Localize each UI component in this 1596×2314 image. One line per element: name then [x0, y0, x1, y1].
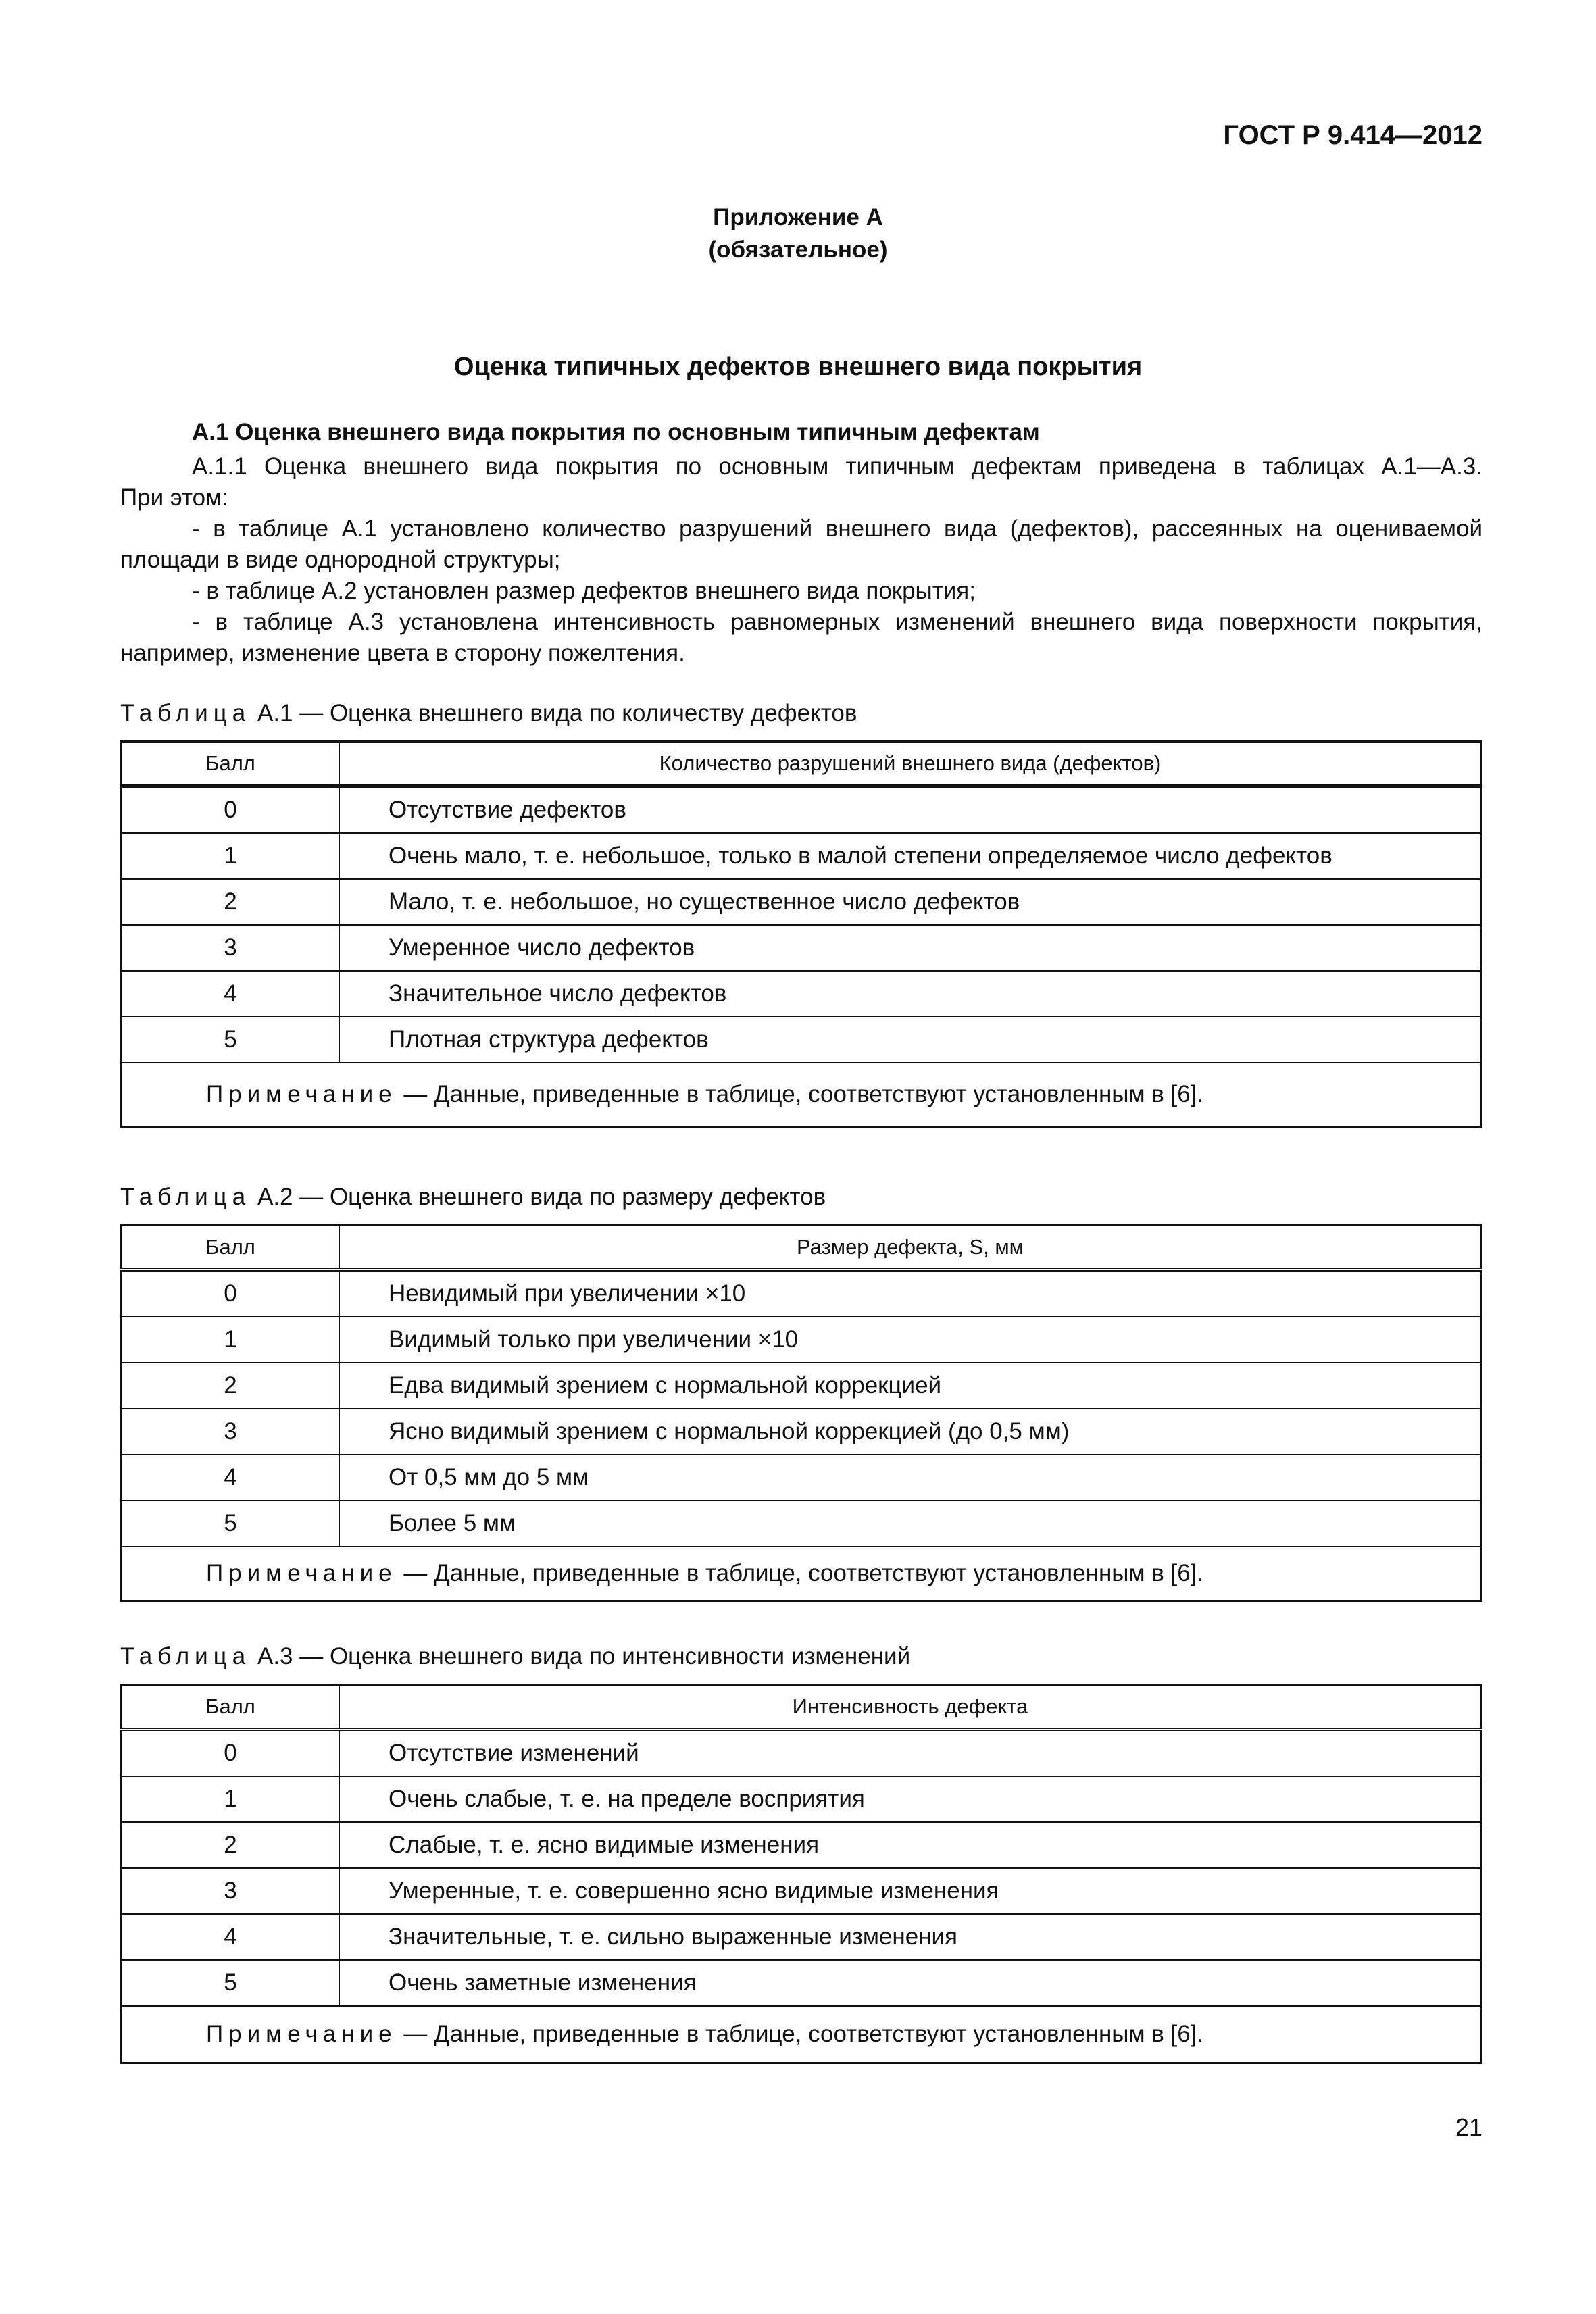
note-text: — Данные, приведенные в таблице, соответствуют установленным в [6].: [397, 1560, 1204, 1586]
score-cell: 5: [122, 1017, 340, 1063]
note-text: — Данные, приведенные в таблице, соответствуют установленным в [6].: [397, 2021, 1204, 2047]
bullet-line: - в таблице А.2 установлен размер дефектов внешнего вида покрытия;: [192, 578, 976, 604]
score-cell: 0: [122, 786, 340, 834]
table-row: [122, 1501, 1482, 1546]
caption-label: Таблица: [120, 1184, 251, 1210]
caption-label: Таблица: [120, 700, 251, 726]
table-note-row: [122, 2006, 1482, 2063]
page-number: 21: [1455, 2113, 1482, 2141]
score-cell: 5: [122, 1501, 340, 1546]
score-cell: 4: [122, 1914, 340, 1960]
col-header-description: Интенсивность дефекта: [339, 1685, 1482, 1730]
table-note-row: [122, 1063, 1482, 1127]
table-change-intensity: [120, 1684, 1482, 2064]
note-label: Примечание: [206, 1560, 397, 1586]
bullet-line: - в таблице А.1 установлено количество разрушений внешнего вида (дефектов), рассеянных на оцениваемой: [192, 515, 1482, 542]
table-row: [122, 879, 1482, 925]
score-cell: 2: [122, 1363, 340, 1409]
description-cell: Очень слабые, т. е. на пределе восприятия: [339, 1776, 1482, 1822]
description-cell: Умеренные, т. е. совершенно ясно видимые изменения: [339, 1868, 1482, 1914]
table-header: [122, 1685, 1482, 1730]
score-cell: 3: [122, 1409, 340, 1455]
score-cell: 1: [122, 1776, 340, 1822]
note-label: Примечание: [206, 1081, 397, 1107]
bullet-line: например, изменение цвета в сторону пожелтения.: [120, 640, 685, 666]
table-row: [122, 1270, 1482, 1317]
score-cell: 3: [122, 1868, 340, 1914]
description-cell: Слабые, т. е. ясно видимые изменения: [339, 1822, 1482, 1868]
table-row: [122, 1730, 1482, 1777]
table-note-row: [122, 1546, 1482, 1601]
score-cell: 1: [122, 1317, 340, 1363]
score-cell: 2: [122, 1822, 340, 1868]
table-row: [122, 1317, 1482, 1363]
appendix-heading: [0, 201, 1596, 266]
caption-text: А.1 — Оценка внешнего вида по количеству дефектов: [257, 700, 857, 726]
note-label: Примечание: [206, 2021, 397, 2047]
table-note: [122, 1063, 1482, 1127]
description-cell: От 0,5 мм до 5 мм: [339, 1455, 1482, 1501]
description-cell: Плотная структура дефектов: [339, 1017, 1482, 1063]
table-note: [122, 1546, 1482, 1601]
table-row: [122, 1914, 1482, 1960]
table-row: [122, 786, 1482, 834]
score-cell: 3: [122, 925, 340, 971]
table-defect-size: [120, 1224, 1482, 1602]
appendix-status: (обязательное): [708, 236, 888, 263]
table-defect-count: [120, 740, 1482, 1128]
table-header: [122, 742, 1482, 786]
score-cell: 0: [122, 1730, 340, 1777]
document-code: ГОСТ Р 9.414—2012: [1223, 120, 1482, 150]
note-text: — Данные, приведенные в таблице, соответствуют установленным в [6].: [397, 1081, 1204, 1107]
bullet-line: - в таблице А.3 установлена интенсивность равномерных изменений внешнего вида поверхности покрытия,: [192, 609, 1482, 635]
score-cell: 5: [122, 1960, 340, 2006]
description-cell: Очень заметные изменения: [339, 1960, 1482, 2006]
score-cell: 0: [122, 1270, 340, 1317]
description-cell: Невидимый при увеличении ×10: [339, 1270, 1482, 1317]
col-header-score: Балл: [122, 1226, 340, 1270]
description-cell: Очень мало, т. е. небольшое, только в малой степени определяемое число дефектов: [339, 833, 1482, 879]
score-cell: 2: [122, 879, 340, 925]
table-header: [122, 1226, 1482, 1270]
table-row: [122, 925, 1482, 971]
col-header-description: Количество разрушений внешнего вида (дефектов): [339, 742, 1482, 786]
table-caption: [120, 1184, 826, 1211]
table-row: [122, 1960, 1482, 2006]
table-row: [122, 1822, 1482, 1868]
table-caption: [120, 700, 857, 727]
score-cell: 4: [122, 971, 340, 1017]
table-row: [122, 1363, 1482, 1409]
col-header-score: Балл: [122, 1685, 340, 1730]
description-cell: Отсутствие дефектов: [339, 786, 1482, 834]
score-cell: 1: [122, 833, 340, 879]
table-row: [122, 1455, 1482, 1501]
score-cell: 4: [122, 1455, 340, 1501]
description-cell: Мало, т. е. небольшое, но существенное число дефектов: [339, 879, 1482, 925]
appendix-label: Приложение А: [713, 204, 883, 230]
table-note: [122, 2006, 1482, 2063]
paragraph-line: А.1.1 Оценка внешнего вида покрытия по основным типичным дефектам приведена в таблицах А.1—А.3.: [192, 453, 1482, 480]
col-header-score: Балл: [122, 742, 340, 786]
table-row: [122, 1776, 1482, 1822]
description-cell: Более 5 мм: [339, 1501, 1482, 1546]
description-cell: Ясно видимый зрением с нормальной коррекцией (до 0,5 мм): [339, 1409, 1482, 1455]
description-cell: Отсутствие изменений: [339, 1730, 1482, 1777]
caption-text: А.3 — Оценка внешнего вида по интенсивности изменений: [257, 1643, 911, 1669]
appendix-title: Оценка типичных дефектов внешнего вида покрытия: [453, 353, 1143, 381]
caption-text: А.2 — Оценка внешнего вида по размеру дефектов: [257, 1184, 826, 1210]
col-header-description: Размер дефекта, S, мм: [339, 1226, 1482, 1270]
description-cell: Значительные, т. е. сильно выраженные изменения: [339, 1914, 1482, 1960]
section-heading: А.1 Оценка внешнего вида покрытия по основным типичным дефектам: [192, 419, 1040, 445]
table-row: [122, 971, 1482, 1017]
table-row: [122, 1409, 1482, 1455]
caption-label: Таблица: [120, 1643, 251, 1669]
table-row: [122, 1017, 1482, 1063]
bullet-line: площади в виде однородной структуры;: [120, 547, 561, 573]
paragraph-line: При этом:: [120, 484, 228, 511]
table-row: [122, 833, 1482, 879]
description-cell: Умеренное число дефектов: [339, 925, 1482, 971]
table-row: [122, 1868, 1482, 1914]
table-caption: [120, 1643, 910, 1670]
section-body: [120, 451, 1482, 669]
description-cell: Видимый только при увеличении ×10: [339, 1317, 1482, 1363]
description-cell: Значительное число дефектов: [339, 971, 1482, 1017]
description-cell: Едва видимый зрением с нормальной коррекцией: [339, 1363, 1482, 1409]
